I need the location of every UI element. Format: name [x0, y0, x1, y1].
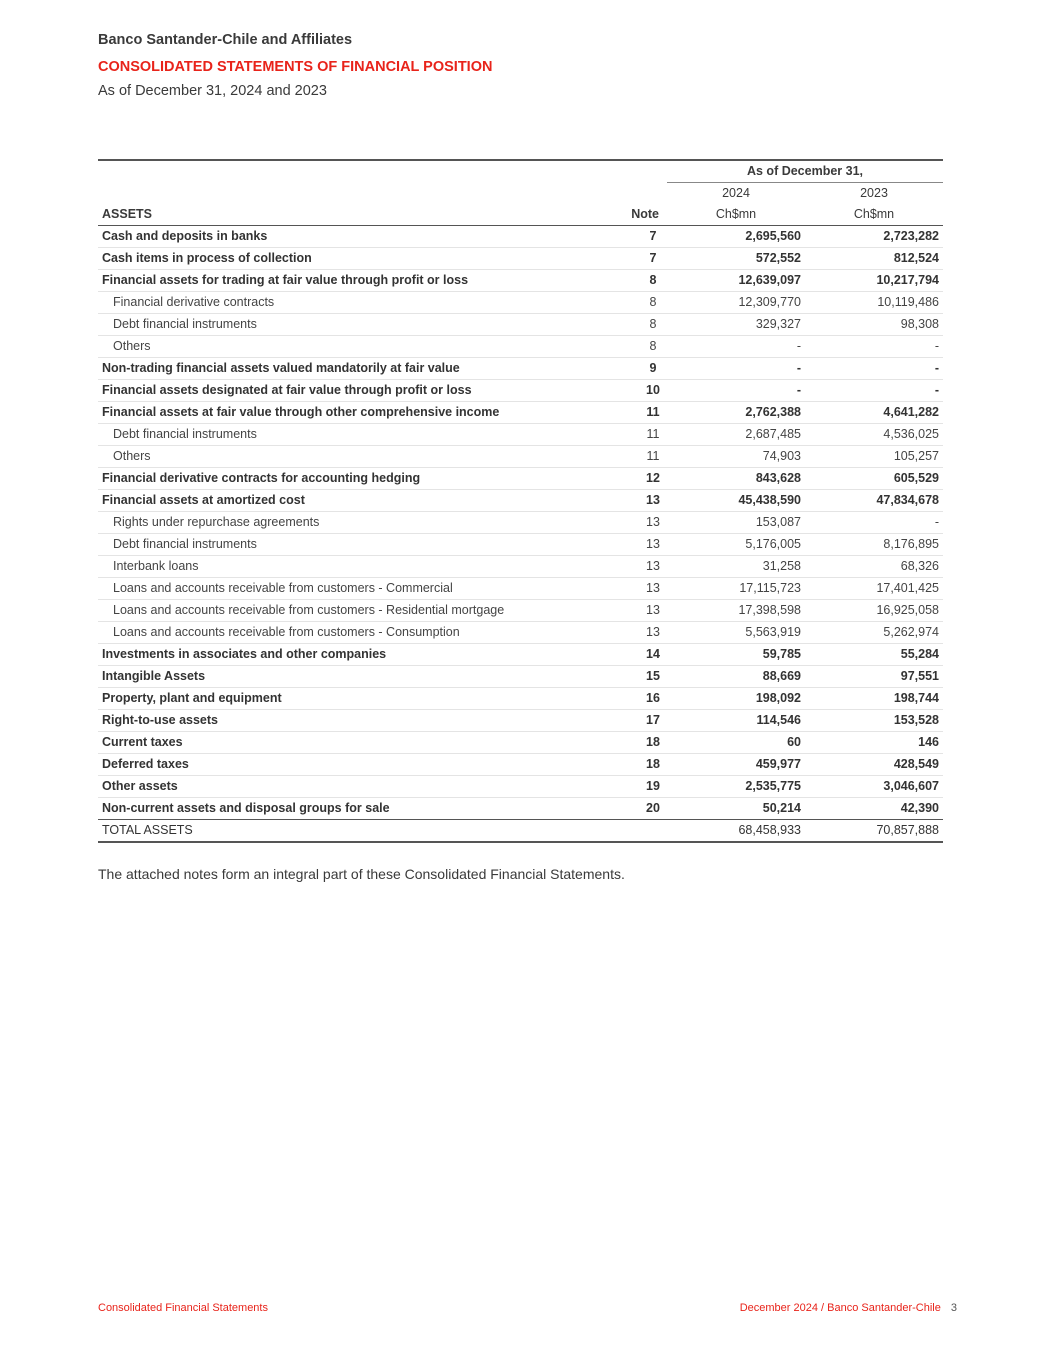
row-note: 13 [619, 512, 667, 534]
row-value-2023: 42,390 [805, 798, 943, 820]
row-note: 20 [619, 798, 667, 820]
section-label: ASSETS [98, 204, 619, 226]
total-value-2024: 68,458,933 [667, 820, 805, 843]
row-value-2023: 4,536,025 [805, 424, 943, 446]
row-label: Current taxes [98, 732, 619, 754]
row-label: Loans and accounts receivable from customers - Commercial [98, 578, 619, 600]
table-row [98, 446, 943, 468]
row-value-2024: 50,214 [667, 798, 805, 820]
row-value-2024: - [667, 380, 805, 402]
row-value-2023: 16,925,058 [805, 600, 943, 622]
row-value-2024: 2,535,775 [667, 776, 805, 798]
row-value-2024: 198,092 [667, 688, 805, 710]
row-note: 8 [619, 270, 667, 292]
table-row [98, 600, 943, 622]
row-value-2024: 60 [667, 732, 805, 754]
row-value-2024: 17,398,598 [667, 600, 805, 622]
row-label: Debt financial instruments [98, 424, 619, 446]
total-label: TOTAL ASSETS [98, 820, 619, 843]
row-label: Debt financial instruments [98, 314, 619, 336]
row-note: 12 [619, 468, 667, 490]
row-label: Financial assets at amortized cost [98, 490, 619, 512]
year-2023-header: 2023 [860, 186, 888, 200]
row-note: 13 [619, 556, 667, 578]
row-note: 19 [619, 776, 667, 798]
row-value-2023: 812,524 [805, 248, 943, 270]
row-value-2024: 2,762,388 [667, 402, 805, 424]
table-row [98, 226, 943, 248]
table-row [98, 798, 943, 820]
table-row [98, 710, 943, 732]
row-value-2024: 74,903 [667, 446, 805, 468]
row-value-2023: 17,401,425 [805, 578, 943, 600]
row-value-2023: 55,284 [805, 644, 943, 666]
row-value-2023: 10,217,794 [805, 270, 943, 292]
row-note: 14 [619, 644, 667, 666]
table-row [98, 688, 943, 710]
row-label: Interbank loans [98, 556, 619, 578]
row-note: 13 [619, 534, 667, 556]
header-group-row [98, 160, 943, 183]
header-main-row [98, 204, 943, 226]
row-note: 13 [619, 578, 667, 600]
table-row [98, 534, 943, 556]
row-note: 15 [619, 666, 667, 688]
row-label: Right-to-use assets [98, 710, 619, 732]
row-value-2023: 68,326 [805, 556, 943, 578]
table-row [98, 754, 943, 776]
row-label: Financial assets designated at fair value through profit or loss [98, 380, 619, 402]
year-2024-header: 2024 [722, 186, 750, 200]
row-label: Deferred taxes [98, 754, 619, 776]
row-value-2024: 45,438,590 [667, 490, 805, 512]
table-row [98, 270, 943, 292]
row-value-2023: 105,257 [805, 446, 943, 468]
row-value-2023: 10,119,486 [805, 292, 943, 314]
unit-2023-header: Ch$mn [805, 204, 943, 226]
total-row [98, 820, 943, 843]
note-header: Note [619, 204, 667, 226]
footer-right-text: December 2024 / Banco Santander-Chile [739, 1302, 941, 1314]
row-value-2023: 5,262,974 [805, 622, 943, 644]
row-label: Cash items in process of collection [98, 248, 619, 270]
table-row [98, 292, 943, 314]
company-name: Banco Santander-Chile and Affiliates [98, 32, 353, 48]
row-value-2024: 2,687,485 [667, 424, 805, 446]
table-row [98, 358, 943, 380]
row-label: Financial derivative contracts for accounting hedging [98, 468, 619, 490]
row-label: Investments in associates and other companies [98, 644, 619, 666]
table-row [98, 578, 943, 600]
table-body [98, 226, 943, 843]
row-value-2024: 459,977 [667, 754, 805, 776]
row-note: 7 [619, 226, 667, 248]
row-value-2023: 153,528 [805, 710, 943, 732]
statement-subtitle: As of December 31, 2024 and 2023 [98, 83, 327, 99]
row-label: Financial assets for trading at fair value through profit or loss [98, 270, 619, 292]
row-label: Loans and accounts receivable from customers - Consumption [98, 622, 619, 644]
row-value-2023: 2,723,282 [805, 226, 943, 248]
row-label: Others [98, 446, 619, 468]
row-value-2023: 4,641,282 [805, 402, 943, 424]
footer-left: Consolidated Financial Statements [98, 1302, 268, 1314]
row-note: 17 [619, 710, 667, 732]
table-row [98, 402, 943, 424]
row-value-2024: - [667, 336, 805, 358]
row-label: Others [98, 336, 619, 358]
row-label: Non-current assets and disposal groups for sale [98, 798, 619, 820]
row-label: Other assets [98, 776, 619, 798]
table-row [98, 622, 943, 644]
row-note: 11 [619, 424, 667, 446]
row-value-2023: 605,529 [805, 468, 943, 490]
table-row [98, 776, 943, 798]
row-value-2023: 97,551 [805, 666, 943, 688]
row-note: 10 [619, 380, 667, 402]
row-note: 18 [619, 754, 667, 776]
row-label: Cash and deposits in banks [98, 226, 619, 248]
row-value-2024: 5,176,005 [667, 534, 805, 556]
row-value-2024: 329,327 [667, 314, 805, 336]
row-note: 11 [619, 446, 667, 468]
row-value-2024: 88,669 [667, 666, 805, 688]
total-value-2023: 70,857,888 [805, 820, 943, 843]
row-label: Intangible Assets [98, 666, 619, 688]
row-value-2023: 3,046,607 [805, 776, 943, 798]
table-row [98, 336, 943, 358]
row-note: 18 [619, 732, 667, 754]
row-value-2024: 31,258 [667, 556, 805, 578]
row-value-2023: 98,308 [805, 314, 943, 336]
statement-title: CONSOLIDATED STATEMENTS OF FINANCIAL POSITION [98, 59, 493, 75]
row-value-2023: 47,834,678 [805, 490, 943, 512]
row-value-2024: 2,695,560 [667, 226, 805, 248]
row-value-2023: 428,549 [805, 754, 943, 776]
row-label: Financial derivative contracts [98, 292, 619, 314]
row-value-2023: - [805, 358, 943, 380]
row-note: 13 [619, 622, 667, 644]
row-label: Debt financial instruments [98, 534, 619, 556]
row-value-2023: 198,744 [805, 688, 943, 710]
footer-right [740, 1302, 957, 1314]
total-note [619, 820, 667, 843]
row-note: 8 [619, 292, 667, 314]
financial-position-table [98, 159, 943, 843]
row-note: 13 [619, 490, 667, 512]
row-label: Financial assets at fair value through other comprehensive income [98, 402, 619, 424]
row-note: 9 [619, 358, 667, 380]
row-label: Rights under repurchase agreements [98, 512, 619, 534]
table-row [98, 248, 943, 270]
row-value-2024: 114,546 [667, 710, 805, 732]
footnote: The attached notes form an integral part of these Consolidated Financial Statements. [98, 866, 625, 882]
header-years-row [98, 183, 943, 205]
table-row [98, 556, 943, 578]
table-row [98, 424, 943, 446]
row-value-2024: 12,639,097 [667, 270, 805, 292]
row-value-2023: 146 [805, 732, 943, 754]
row-label: Property, plant and equipment [98, 688, 619, 710]
page-number: 3 [950, 1302, 957, 1314]
row-label: Non-trading financial assets valued mandatorily at fair value [98, 358, 619, 380]
row-value-2024: - [667, 358, 805, 380]
group-header: As of December 31, [667, 160, 943, 183]
row-value-2023: 8,176,895 [805, 534, 943, 556]
row-note: 7 [619, 248, 667, 270]
row-note: 8 [619, 314, 667, 336]
row-value-2024: 59,785 [667, 644, 805, 666]
row-value-2024: 843,628 [667, 468, 805, 490]
unit-2024-header: Ch$mn [667, 204, 805, 226]
row-note: 8 [619, 336, 667, 358]
row-note: 16 [619, 688, 667, 710]
table-row [98, 380, 943, 402]
row-value-2024: 572,552 [667, 248, 805, 270]
row-value-2024: 5,563,919 [667, 622, 805, 644]
row-value-2023: - [805, 336, 943, 358]
table-row [98, 468, 943, 490]
table-row [98, 314, 943, 336]
row-label: Loans and accounts receivable from customers - Residential mortgage [98, 600, 619, 622]
table-row [98, 732, 943, 754]
row-value-2024: 17,115,723 [667, 578, 805, 600]
row-value-2023: - [805, 380, 943, 402]
table-row [98, 666, 943, 688]
row-note: 11 [619, 402, 667, 424]
row-note: 13 [619, 600, 667, 622]
row-value-2024: 153,087 [667, 512, 805, 534]
table-row [98, 512, 943, 534]
row-value-2023: - [805, 512, 943, 534]
table-row [98, 644, 943, 666]
row-value-2024: 12,309,770 [667, 292, 805, 314]
table-row [98, 490, 943, 512]
